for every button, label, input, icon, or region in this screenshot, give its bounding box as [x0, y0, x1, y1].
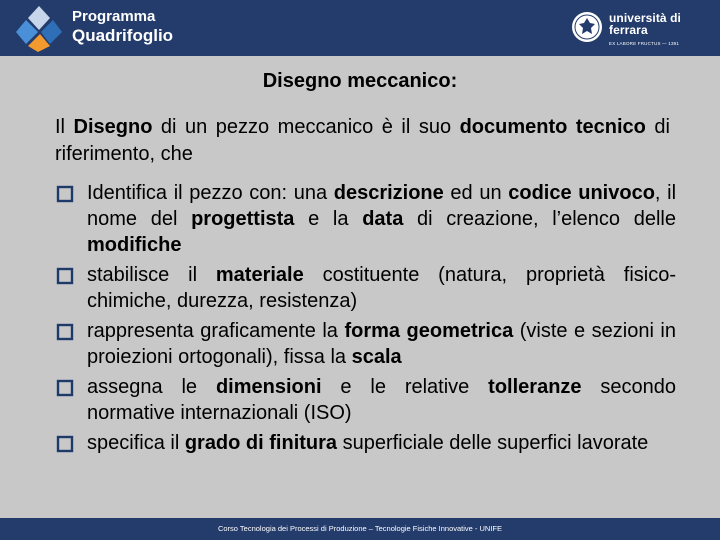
bold-term: tolleranze: [488, 376, 582, 398]
bold-term: forma geometrica: [344, 320, 514, 342]
bullet-item: [56, 318, 676, 370]
text-run: superficiale delle superfici lavorate: [337, 432, 649, 454]
bold-term: descrizione: [333, 182, 444, 204]
bold-term: progettista: [191, 208, 295, 230]
text-run: e le relative: [321, 376, 489, 398]
bullet-text: [87, 430, 676, 456]
bold-term: data: [362, 208, 404, 230]
bullet-item: [56, 180, 676, 258]
text-run: (viste e sezioni in proiezioni ortogonali), fissa la: [87, 320, 676, 368]
bullet-item: [56, 374, 676, 426]
text-run: e la: [294, 208, 363, 230]
checkbox-bullet-icon: [56, 185, 74, 203]
checkbox-bullet-icon: [56, 323, 74, 341]
text-run: di riferimento, che: [55, 116, 670, 165]
text-run: stabilisce il: [87, 264, 216, 286]
text-run: rappresenta graficamente la: [87, 320, 345, 342]
bullet-text: [87, 374, 676, 426]
text-run: di creazione, l’elenco delle: [403, 208, 676, 230]
text-run: ed un: [443, 182, 509, 204]
bold-term: scala: [351, 346, 402, 368]
text-run: , il nome del: [87, 182, 677, 230]
university-block: [609, 12, 720, 47]
brand-name: [72, 9, 173, 44]
bold-term: documento tecnico: [459, 116, 646, 138]
text-run: di un pezzo meccanico è il suo: [152, 116, 460, 138]
bold-term: Disegno: [73, 116, 153, 138]
checkbox-bullet-icon: [56, 379, 74, 397]
text-run: secondo normative internazionali (ISO): [87, 376, 677, 424]
text-run: specifica il: [87, 432, 185, 454]
checkbox-bullet-icon: [56, 435, 74, 453]
text-run: assegna le: [87, 376, 216, 398]
intro-paragraph: [55, 114, 670, 168]
checkbox-bullet-icon: [56, 267, 74, 285]
bullet-list: [56, 180, 676, 460]
university-seal-icon: [571, 11, 603, 43]
bold-term: modifiche: [87, 234, 182, 256]
brand-line2: Quadrifoglio: [72, 26, 174, 45]
bold-term: grado di finitura: [184, 432, 338, 454]
university-motto: EX LABORE FRUCTUS — 1391: [609, 41, 680, 46]
brand-line1: Programma: [72, 8, 156, 25]
university-name: università di ferrara: [609, 11, 681, 37]
text-run: costituente (natura, proprietà fisico-chimiche, durezza, resistenza): [87, 264, 676, 312]
bold-term: dimensioni: [215, 376, 322, 398]
text-run: Identifica il pezzo con: una: [87, 182, 334, 204]
bullet-text: [87, 262, 676, 314]
bullet-text: [87, 318, 676, 370]
bullet-item: [56, 262, 676, 314]
header-bar: [0, 0, 720, 56]
quadrifoglio-logo-icon: [16, 4, 62, 52]
footer-bar: [0, 518, 720, 540]
text-run: Il: [55, 116, 74, 138]
bold-term: materiale: [215, 264, 304, 286]
bullet-text: [87, 180, 676, 258]
footer-text: Corso Tecnologia dei Processi di Produzione – Tecnologie Fisiche Innovative - UNIFE: [217, 524, 503, 533]
slide-title: Disegno meccanico:: [262, 70, 458, 92]
bullet-item: [56, 430, 676, 456]
bold-term: codice univoco: [508, 182, 655, 204]
